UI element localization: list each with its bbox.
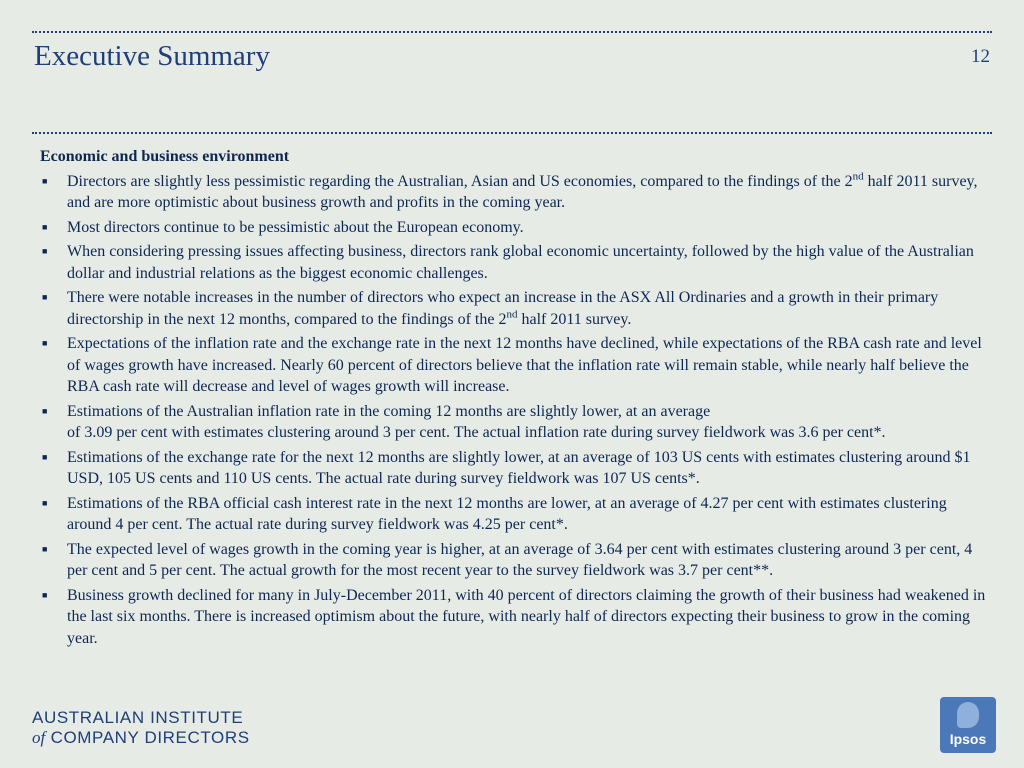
bullet-item: ■ Most directors continue to be pessimistic about the European economy. (40, 217, 995, 239)
aicd-logo-line1: AUSTRALIAN INSTITUTE (32, 708, 244, 727)
top-dotted-rule (32, 31, 992, 33)
bullet-item: ■ Estimations of the exchange rate for the next 12 months are slightly lower, at an average of 103 US cents with estimates clustering around $1 USD, 105 US cents and 110 US cents. The actual rate during survey fieldwork was 107 US cents*. (42, 448, 971, 487)
bullet-marker-icon: ■ (42, 246, 48, 256)
bullet-marker-icon: ■ (42, 175, 48, 186)
header-dotted-rule (32, 132, 992, 134)
bullet-marker-icon: ■ (42, 451, 48, 462)
bullet-marker-icon: ■ (42, 589, 48, 600)
ipsos-bubble-icon (957, 702, 979, 728)
ipsos-logo-text: Ipsos (949, 731, 987, 747)
bullet-item: ■ Directors are slightly less pessimistic regarding the Australian, Asian and US economies, compared to the findings of the 2nd half 2011 survey, and are more optimistic about business growth and profits in the coming year. (42, 170, 978, 211)
bullet-item: ■ The expected level of wages growth in the coming year is higher, at an average of 3.64 per cent with estimates clustering around 3 per cent, 4 per cent and 5 per cent. The actual growth for the most recent year to the survey fieldwork was 3.7 per cent**. (42, 540, 973, 579)
bullet-item: ■ When considering pressing issues affecting business, directors rank global economic uncertainty, followed by the high value of the Australian dollar and industrial relations as the biggest economic challenges. (42, 243, 974, 282)
bullet-marker-icon: ■ (42, 221, 48, 232)
bullet-item: ■ Expectations of the inflation rate and the exchange rate in the next 12 months have declined, while expectations of the RBA cash rate and level of wages growth have increased. Nearly 60 percent of directors believe that the inflation rate will remain stable, while nearly half believe the RBA cash rate will decrease and level of wages growth will increase. (42, 335, 982, 395)
bullet-list (40, 171, 995, 650)
bullet-item: ■ Estimations of the Australian inflation rate in the coming 12 months are slightly lower, at an average of 3.09 per cent with estimates clustering around 3 per cent. The actual inflation rate during survey fieldwork was 3.6 per cent*. (42, 402, 886, 441)
page-title: Executive Summary (34, 40, 270, 72)
bullet-item: ■ Estimations of the RBA official cash interest rate in the next 12 months are lower, at an average of 4.27 per cent with estimates clustering around 4 per cent. The actual rate during survey fieldwork was 4.25 per cent*. (42, 494, 947, 533)
bullet-item: ■ Business growth declined for many in July-December 2011, with 40 percent of directors claiming the growth of their business had weakened in the last six months. There is increased optimism about the future, with nearly half of directors expecting their business to grow in the coming year. (42, 586, 986, 647)
aicd-logo-line2: of COMPANY DIRECTORS (32, 728, 250, 747)
bullet-marker-icon: ■ (42, 292, 48, 302)
bullet-marker-icon: ■ (42, 338, 48, 348)
page-number: 12 (971, 46, 990, 67)
section-heading: Economic and business environment (40, 148, 290, 165)
summary-content (40, 146, 995, 652)
bullet-marker-icon: ■ (42, 497, 48, 508)
aicd-logo (32, 708, 250, 748)
bullet-marker-icon: ■ (42, 543, 48, 554)
bullet-marker-icon: ■ (42, 405, 48, 416)
ipsos-logo (940, 697, 996, 753)
bullet-item: ■ There were notable increases in the number of directors who expect an increase in the ASX All Ordinaries and a growth in their primary directorship in the next 12 months, compared to the findings of the 2nd half 2011 survey. (42, 289, 939, 328)
